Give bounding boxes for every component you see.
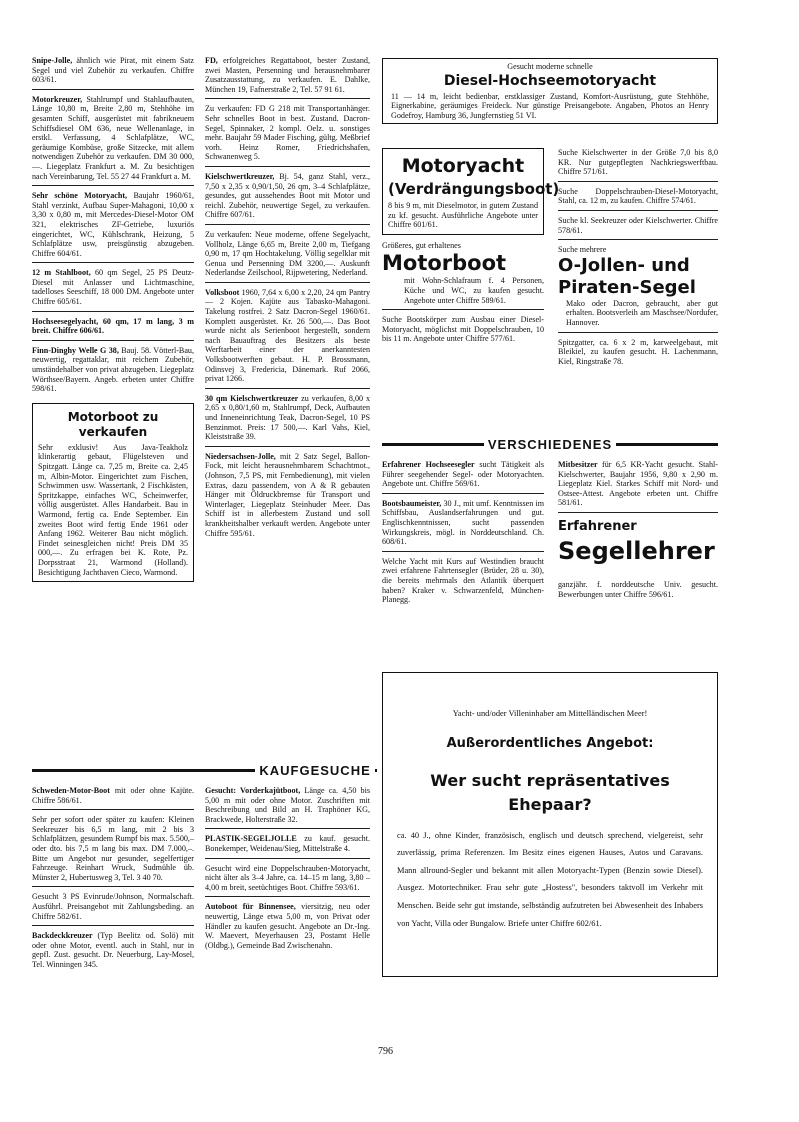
- diesel-box: [382, 58, 718, 124]
- ad-text: Suche kl. Seekreuzer oder Kielschwerter. Chiffre 578/61.: [558, 215, 718, 235]
- classified-ad: [32, 317, 194, 341]
- motoryacht-text: 8 bis 9 m, mit Dieselmotor, in gutem Zustand zu kf. gesucht. Ausführliche Angebote unter Chiffre 601/61.: [388, 201, 538, 230]
- section-label: VERSCHIEDENES: [487, 437, 613, 452]
- ojollen-title1: O-Jollen- und: [558, 254, 690, 276]
- ad-heading: Hochseesegelyacht, 60 qm, 17 m lang, 3 m breit. Chiffre 606/61.: [32, 316, 194, 336]
- ad-heading: Sehr schöne Motoryacht,: [32, 191, 128, 201]
- ad-text: mit oder ohne Kajüte. Chiffre 586/61.: [32, 786, 194, 805]
- section-label: KAUFGESUCHE: [259, 763, 371, 778]
- classified-ad: [205, 104, 370, 167]
- ad-heading: Erfahrener Hochseesegler: [382, 460, 475, 469]
- ad-text: 1960, 7,64 x 6,00 x 2,20, 24 qm Pantry — 2 Kojen. Kajüte aus Tabasko-Mahagoni. Takelung rostfrei. 2 Satz Dacron-Segel 1960/61. Komplett ausgerüstet. Kr. 26 500,—. Das Boot wurde nicht als Serienboot hergestellt, sondern nach Bauauftrag des Besitzers als beste Werftarbeit einer der anerkanntesten Volksbootwerften gebaut. H. P. Brossmann, Odinsvej 3, Fredericia, Dänemark. Ruf 2066, privat 1266.: [205, 287, 370, 384]
- classified-ad: [32, 815, 194, 887]
- mitbesitzer-ad: [558, 460, 718, 513]
- ad-text: Stahlrumpf und Stahlaufbauten, Länge 10,80 m, Breite 2,80 m, Stehhöhe im gesamten Schiff, ausgerüstet mit fabrikneuem Schiffsdiesel OM 636, neue Wellenanlage, in erstkl. Verfassung, 4 Schlafplätze, WC, geräumige Kombüse, große Sitzecke, mit allem notwendigen Zubehör zu verkaufen. DM 30 000,—. Liegeplatz Frankfurt a. M. Zu besichtigen nach Vereinbarung, Tel. 55 27 44 Frankfurt a. M.: [32, 94, 194, 181]
- classified-ad: [205, 56, 370, 99]
- kaufgesuche-col-2: [205, 786, 370, 959]
- header-bar-right: [375, 769, 377, 772]
- ad-text: Suche Kielschwerter in der Größe 7,0 bis 8,0 KR. Nur gutgepflegten Nachkriegswerftbau. Chiffre 571/61.: [558, 148, 718, 177]
- ad-text: (Typ Beelitz od. Solö) mit oder ohne Motor, eventl. auch in Stahl, nur in gepfl. Zust. gesucht. Dr. Neuerburg, Lay-Mosel, Tel. Winningen 345.: [32, 931, 194, 969]
- kaufgesuche-col-1: [32, 786, 194, 979]
- ehepaar-line1: Yacht- und/oder Villeninhaber am Mittelländischen Meer!: [452, 709, 648, 718]
- classified-ad: [32, 268, 194, 311]
- classified-ad: [205, 452, 370, 542]
- ad-text: Länge ca. 4,50 bis 5,00 m mit oder ohne Motor. Zuschriften mit Beschreibung und Bild an H. Traphöner KG, Brackwede, Holterstraße 32.: [205, 786, 370, 824]
- ad-heading: 12 m Stahlboot,: [32, 268, 91, 278]
- column-1: [32, 56, 194, 588]
- classified-ad: [558, 216, 718, 240]
- ojollen-pre: Suche mehrere: [558, 245, 607, 255]
- ad-text: Zu verkaufen: FD G 218 mit Transportanhänger. Sehr schnelles Boot in best. Zustand. Dacron-Segel, Spinnaker, 2 kompl. Oelz. u. sonstiges mehr. Baujahr 59 Mader Fisching, gültg. Meßbrief vorh. Heinz Romer, Friedrichshafen, Schwanenweg 5.: [205, 104, 370, 162]
- classified-ad: [205, 834, 370, 858]
- classified-ad: [205, 288, 370, 389]
- ad-text: zu verkaufen, 8,00 x 2,65 x 0,80/1,60 m, Stahlrumpf, Deck, Aufbauten und Inneneinrichtung Teak, Dacron-Segel, 10 PS Benzinmot. Preis: 17 500,—. Karl Vahs, Kiel, Kleiststraße 39.: [205, 393, 370, 442]
- classified-ad: [382, 460, 544, 494]
- verschiedenes-col-3: [382, 460, 544, 614]
- ad-text: Bj. 54, ganz Stahl, verz., 7,50 x 2,35 x 0,90/1,50, 26 qm, 3–4 Schlafplätze, gesundes, gut aussehendes Boot mit Motor und reichl. Zubehör, neuwertige Segel, zu verkaufen. Chiffre 607/61.: [205, 171, 370, 220]
- ehepaar-box: [382, 672, 718, 977]
- motorboot-ad: [382, 241, 544, 310]
- column-3: [382, 148, 560, 353]
- box-text: Sehr exklusiv! Aus Java-Teakholz klinkerartig gebaut, Flügelsteven und Spitzgatt. Länge ca. 7,25 m, Breite ca. 2,45 m, Albin-Motor. Eingerichtet zum Fischen, Schwimmen usw. Wassertank, 2 Fischkästen, Spritzkappe, einfaches WC, Scheinwerfer, völlig ausgerüstet. Alles Handarbeit. Bau in Warmond, fertig ca. Ende September. Ein zweites Boot wird fertig Ende 1961 oder Anfang 1962. Weiterer Bau nicht möglich. Findet seinesgleichen nicht! Preis DM 35 000,—. Zu erfragen bei K. Rote, Pz. Dorpsstraat 21, Warmond (Holland). Besichtigung Jachthaven Cieco, Warmond.: [38, 442, 188, 577]
- diesel-box-area: [382, 56, 718, 130]
- ad-heading: PLASTIK-SEGELJOLLE: [205, 834, 297, 844]
- segellehrer-text: ganzjähr. f. norddeutsche Univ. gesucht. Bewerbungen unter Chiffre 596/61.: [558, 579, 718, 599]
- ad-heading: Bootsbaumeister,: [382, 498, 442, 508]
- ehepaar-title: Wer sucht repräsentatives Ehepaar?: [430, 770, 670, 814]
- ad-heading: Kielschwertkreuzer,: [205, 171, 275, 181]
- ojollen-text: Mako oder Dacron, gebraucht, aber gut erhalten. Bootsverleih am Maschsee/Nordufer, Hannover.: [566, 298, 718, 327]
- classified-ad: [382, 499, 544, 552]
- verschiedenes-header: [382, 438, 718, 451]
- classified-ad: [558, 187, 718, 211]
- column-4: [558, 148, 718, 375]
- classified-ad: [32, 191, 194, 263]
- classified-ad: [558, 148, 718, 182]
- header-bar-left: [382, 443, 484, 446]
- motoryacht-box: [382, 148, 560, 235]
- ojollen-ad: [558, 245, 718, 332]
- ad-heading: Motorkreuzer,: [32, 94, 83, 104]
- ad-heading: FD,: [205, 56, 218, 65]
- ad-heading: Mitbesitzer: [558, 460, 598, 469]
- verschiedenes-col-4: [558, 460, 718, 608]
- ad-heading: Gesucht: Vorderkajütboot,: [205, 786, 301, 795]
- classified-ad: [32, 346, 194, 398]
- classified-ad: [32, 95, 194, 186]
- page-number: 796: [378, 1046, 393, 1057]
- motoryacht-title2: (Verdrängungsboot): [388, 180, 560, 198]
- motorboot-pre: Größeres, gut erhaltenes: [382, 240, 461, 250]
- ad-text: Suche Doppelschrauben-Diesel-Motoryacht, Stahl, ca. 12 m, zu kaufen. Chiffre 574/61.: [558, 186, 718, 206]
- ad-heading: Finn-Dinghy Welle G 38,: [32, 345, 119, 355]
- ojollen-title2: Piraten-Segel: [558, 276, 696, 298]
- ad-heading: 30 qm Kielschwertkreuzer: [205, 393, 299, 403]
- classified-ad: [32, 892, 194, 926]
- diesel-title: Diesel-Hochseemotoryacht: [443, 72, 657, 89]
- classified-ad: [205, 394, 370, 447]
- header-bar-left: [32, 769, 255, 772]
- ad-heading: Niedersachsen-Jolle,: [205, 451, 276, 461]
- ad-text: sucht Tätigkeit als Führer seegehender Segel- oder Motoryachten. Angebote unt. Chiffre 569/61.: [382, 460, 544, 489]
- classified-ad: [205, 230, 370, 283]
- ad-heading: Backdeckkreuzer: [32, 931, 93, 941]
- ad-text: erfolgreiches Regattaboot, bester Zustand, zwei Masten, Persenning und herausnehmbarer Zusatzausstattung, zu verkaufen. E. Dahlke, München 19, Fafnerstraße 2, Tel. 57 91 61.: [205, 56, 370, 94]
- header-bar-right: [616, 443, 718, 446]
- ad-heading: Schweden-Motor-Boot: [32, 786, 110, 795]
- ad-text: Gesucht 3 PS Evinrude/Johnson, Normalschaft. Ausführl. Preisangebot mit Zahlungsbeding. an Chiffre 582/61.: [32, 892, 194, 921]
- classified-ad: [205, 902, 370, 954]
- segellehrer-pre: Erfahrener: [558, 518, 637, 534]
- motorboot-verkaufen-box: [32, 403, 194, 582]
- classified-ad: [32, 931, 194, 973]
- segellehrer-ad: [558, 518, 718, 603]
- box-title: Motorboot zu verkaufen: [67, 409, 159, 439]
- classified-ad: [205, 786, 370, 829]
- ad-heading: Autoboot für Binnensee,: [205, 902, 296, 912]
- ad-text: Gesucht wird eine Doppelschrauben-Motoryacht, nicht älter als 3–4 Jahre, ca. 14–15 m lang, 3,80 – 4,00 m breit, seetüchtiges Boot. Chiffre 593/61.: [205, 863, 370, 892]
- ad-heading: Snipe-Jolle,: [32, 56, 73, 65]
- motoryacht-title1: Motoryacht: [401, 155, 525, 177]
- ad-text: Sehr per sofort oder später zu kaufen: Kleinen Seekreuzer bis 6,5 m lang, mit 2 bis 3 Schlafplätzen, gesundem Rumpf bis max. 5.500,– oder dto. bis 7,5 m lang bis max. DM 7.000,–. Bitte um Angebot nur gesunder, segelfertiger Fahrzeuge. Reinhart Wruck, Sudmühle üb. Münster 2, Hubertusweg 3, Tel. 3 40 70.: [32, 815, 194, 882]
- ad-text: viersitzig, neu oder neuwertig, Länge etwa 5,00 m, von Privat oder Händler zu kaufen gesucht. Angebote an Dr.-Ing. W. Maevert, Meyerhausen 23, Postamt Helle (Oldbg.), Gemeinde Bad Zwischenahn.: [205, 902, 371, 950]
- ad-text: 30 J., mit umf. Kenntnissen im Schiffsbau, Auslandserfahrungen und gut. Englischkenntnissen, sucht passenden Wirkungskreis, mögl. in Norddeutschland. Ch. 608/61.: [382, 498, 544, 547]
- column-2: [205, 56, 370, 547]
- kaufgesuche-header: [32, 764, 377, 777]
- classified-ad: [382, 557, 544, 609]
- diesel-text: 11 — 14 m, leicht bedienbar, erstklassiger Zustand, Komfort-Ausrüstung, gute Stehhöhe, Eignerkabine, geräumiges Freideck. Nur günstige Preisangebote. Angaben, Photos an Henry Godefroy, Hamburg 36, Jungfernstieg 51 VI.: [391, 91, 709, 120]
- motorboot-title: Motorboot: [382, 251, 507, 276]
- ad-text: 60 qm Segel, 25 PS Deutz-Diesel mit Anlasser und Lichtmaschine, tadelloses Seeschiff, 18 000 DM. Angebote unter Chiffre 605/61.: [32, 268, 194, 307]
- ad-text: Welche Yacht mit Kurs auf Westindien braucht zwei erfahrene Fahrtensegler (Brüder, 28 u. 30), die bereits mehrmals den Atlantik überquert haben? Kraker v. Schwarzenfeld, München-Planegg.: [382, 556, 544, 605]
- classified-ad: [205, 864, 370, 898]
- ad-text: für 6,5 KR-Yacht gesucht. Stahl-Kielschwerter, Baujahr 1956, 9,80 x 2,90 m. Liegeplatz Kiel. Starkes Schiff mit Nord- und Ostsee-Attest. Angebote erbeten unt. Chiffre 581/61.: [558, 460, 718, 508]
- ehepaar-box-area: [382, 670, 718, 983]
- ehepaar-text: ca. 40 J., ohne Kinder, französisch, englisch und deutsch sprechend, vielgereist, sehr zuverlässig, prima Referenzen. Im Besitz eines eigenen Hauses, Autos und Caravans. Mann allround-Segler und bekannt mit allen Motoryacht-Typen (Benzin sowie Diesel). Ausgez. Motortechniker. Frau sehr gute „Hostess", besonders taktvoll im Verkehr mit Menschen. Beide sehr gut imstande, selbständig aufzutreten bei Abwesenheit des Inhabers von Yacht, Villa oder Bungalow. Briefe unter Chiffre 602/61.: [397, 830, 703, 928]
- ad-heading: Volksboot: [205, 287, 240, 297]
- ad-text: ähnlich wie Pirat, mit einem Satz Segel und viel Zubehör zu verkaufen. Chiffre 603/61.: [32, 56, 194, 85]
- ad-text: Zu verkaufen: Neue moderne, offene Segelyacht, Vollholz, Länge 6,65 m, Breite 2,00 m, Tiefgang 0,90 m, 17 qm Hochtakelung. Völlig segelklar mit Genua und Persenning DM 3200,—. Auskunft Nederlandse Zeilschool, Rijpwetering, Nederland.: [205, 229, 370, 278]
- bootskoerper-ad: Suche Bootskörper zum Ausbau einer Diesel-Motoryacht, möglichst mit Doppelschrauben, 10 bis 11 m. Angebote unter Chiffre 577/61.: [382, 315, 544, 344]
- ehepaar-line2: Außerordentliches Angebot:: [446, 735, 654, 751]
- ad-text: Baujahr 1960/61, Stahl verzinkt, Aufbau Super-Mahagoni, 10,00 x 3,30 x 0,80 m, mit Mercedes-Diesel-Motor OM 321, elektrisches ZF-Getriebe, luxuriös eingerichtet, WC, Kühlschrank, Heizung, 5 Schlafplätze usw, preisgünstig abzugeben. Chiffre 604/61.: [32, 191, 194, 258]
- classified-ad: [32, 786, 194, 810]
- classified-ad: [32, 56, 194, 90]
- ad-text: zu kauf. gesucht. Bonekemper, Weidenau/Sieg, Mittelstraße 4.: [205, 834, 370, 853]
- ad-text: mit 2 Satz Segel, Ballon-Fock, mit leicht herausnehmbarem Schachtmot., (Johnson, 7,5 PS, mit Fernbedienung), mit vielen Extras, dazu passendem, von A & R gebauten Hänger mit Öldruckbremse für Transport und Winterlager, Liegeplatz Steinhuder Meer. Das Schiff ist in allerbestem Zustand und soll krankheitshalber verkauft werden. Angebote unter Chiffre 595/61.: [205, 451, 370, 538]
- classified-ad: [205, 172, 370, 225]
- ad-text: Bauj. 58. Vötterl-Bau, neuwertig, regattaklar, mit reichem Zubehör, umständehalber von privat abzugeben. Liegeplatz Wörthsee/Bayern. Angeb. erbeten unter Chiffre 598/61.: [32, 345, 194, 394]
- motorboot-text: mit Wohn-Schlafraum f. 4 Personen, Küche und WC, zu kaufen gesucht. Angebote unter Chiffre 589/61.: [404, 276, 544, 305]
- spitzgatter-ad: Spitzgatter, ca. 6 x 2 m, karweelgebaut, mit Bleikiel, zu kaufen gesucht. H. Lachenmann, Kiel, Ringstraße 78.: [558, 337, 718, 366]
- segellehrer-title: Segellehrer: [558, 536, 715, 565]
- diesel-line1: Gesucht moderne schnelle: [507, 62, 593, 71]
